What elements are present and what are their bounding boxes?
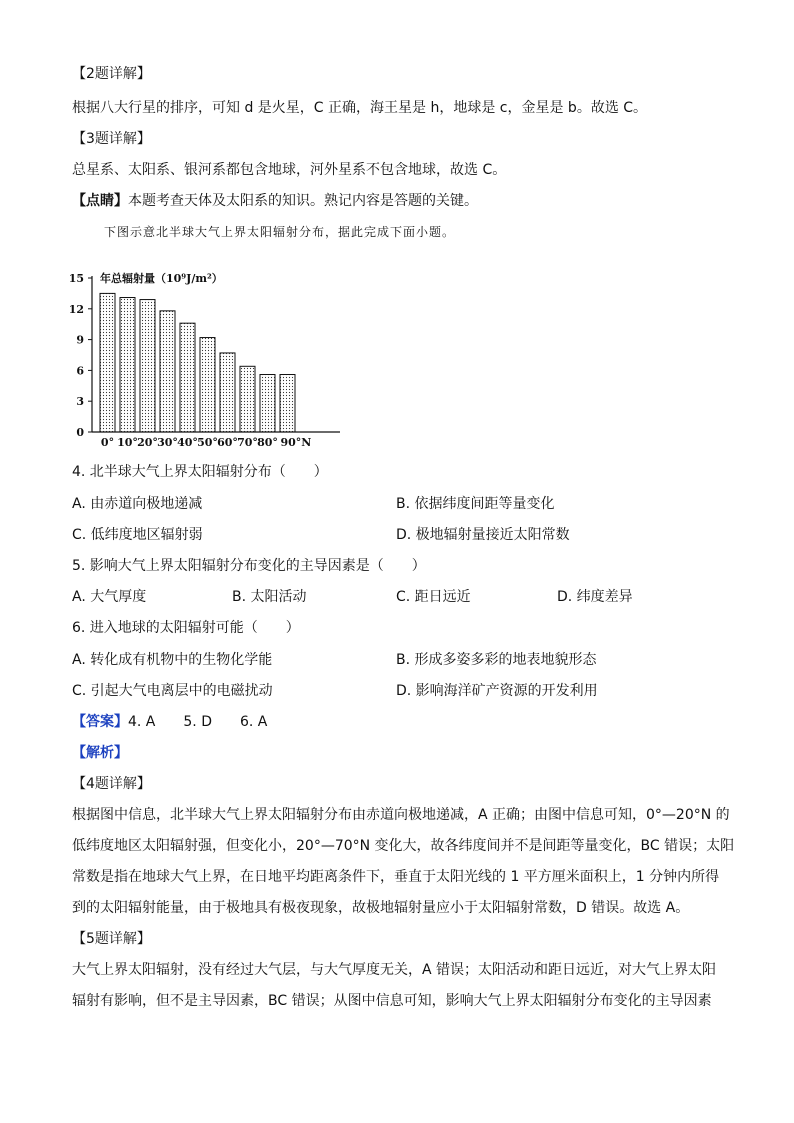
question-5-option-d: D. 纬度差异 <box>557 589 633 605</box>
tip-paragraph <box>72 191 724 211</box>
bar-8 <box>260 375 275 432</box>
x-tick-label-4: 40° <box>177 436 198 449</box>
bar-5 <box>200 338 215 432</box>
y-tick-label-3: 9 <box>76 333 84 347</box>
y-tick-label-1: 3 <box>76 395 84 409</box>
question-4-option-b: B. 依据纬度间距等量变化 <box>396 496 555 512</box>
bar-7 <box>240 366 255 432</box>
question-5-stem: 5. 影响大气上界太阳辐射分布变化的主导因素是（ ） <box>72 558 426 574</box>
x-tick-label-8: 80° <box>257 436 278 449</box>
x-tick-label-5: 50° <box>197 436 218 449</box>
x-tick-label-7: 70° <box>237 436 258 449</box>
analysis-label: 【解析】 <box>72 745 128 761</box>
q5-heading: 【5题详解】 <box>72 931 151 947</box>
q3-explanation: 总星系、太阳系、银河系都包含地球，河外星系不包含地球，故选 C。 <box>72 162 507 178</box>
bar-2 <box>140 300 155 432</box>
question-4-option-a: A. 由赤道向极地递减 <box>72 496 203 512</box>
question-4-stem: 4. 北半球大气上界太阳辐射分布（ ） <box>72 464 328 480</box>
bar-1 <box>120 298 135 432</box>
q2-heading: 【2题详解】 <box>72 66 151 82</box>
q4-line-1: 根据图中信息，北半球大气上界太阳辐射分布由赤道向极地递减，A 正确；由图中信息可知，0°—20°N 的 <box>72 807 730 823</box>
question-6-option-d: D. 影响海洋矿产资源的开发利用 <box>396 683 598 699</box>
question-4-option-d: D. 极地辐射量接近太阳常数 <box>396 527 570 543</box>
tip-text: 本题考查天体及太阳系的知识。熟记内容是答题的关键。 <box>128 193 478 209</box>
question-5-option-b: B. 太阳活动 <box>232 589 307 605</box>
tip-label: 【点睛】 <box>72 193 128 209</box>
bar-0 <box>100 293 115 432</box>
x-tick-label-0: 0° <box>100 436 115 449</box>
question-6-option-c: C. 引起大气电离层中的电磁扰动 <box>72 683 273 699</box>
x-tick-label-9: 90°N <box>280 436 312 449</box>
question-6-stem: 6. 进入地球的太阳辐射可能（ ） <box>72 620 300 636</box>
answer-label: 【答案】 <box>72 714 128 730</box>
q2-explanation: 根据八大行星的排序，可知 d 是火星，C 正确，海王星是 h，地球是 c，金星是 b。故选 C。 <box>72 100 648 116</box>
y-tick-label-4: 12 <box>68 302 84 316</box>
q5-line-2: 辐射有影响，但不是主导因素，BC 错误；从图中信息可知，影响大气上界太阳辐射分布变化的主导因素 <box>72 993 712 1009</box>
question-5-option-a: A. 大气厚度 <box>72 589 147 605</box>
bar-9 <box>280 375 295 432</box>
question-6-option-b: B. 形成多姿多彩的地表地貌形态 <box>396 652 597 668</box>
x-tick-label-3: 30° <box>157 436 178 449</box>
question-4-option-c: C. 低纬度地区辐射弱 <box>72 527 203 543</box>
answer-line <box>72 712 724 732</box>
q4-line-2: 低纬度地区太阳辐射强，但变化小，20°—70°N 变化大，故各纬度间并不是间距等量变化，BC 错误；太阳 <box>72 838 735 854</box>
y-tick-label-0: 0 <box>76 426 84 439</box>
radiation-bar-chart <box>60 262 360 452</box>
bar-3 <box>160 311 175 432</box>
q4-heading: 【4题详解】 <box>72 776 151 792</box>
chart-title: 年总辐射量（10⁹J/m²） <box>100 272 223 285</box>
q4-line-4: 到的太阳辐射能量，由于极地具有极夜现象，故极地辐射量应小于太阳辐射常数，D 错误。故选 A。 <box>72 900 690 916</box>
question-5-option-c: C. 距日远近 <box>396 589 471 605</box>
bar-6 <box>220 353 235 432</box>
x-tick-label-6: 60° <box>217 436 238 449</box>
answer-values: 4. A 5. D 6. A <box>128 714 268 730</box>
x-tick-label-1: 10° <box>117 436 138 449</box>
x-tick-label-2: 20° <box>137 436 158 449</box>
q5-line-1: 大气上界太阳辐射，没有经过大气层，与大气厚度无关，A 错误；太阳活动和距日远近，对大气上界太阳 <box>72 962 717 978</box>
q4-line-3: 常数是指在地球大气上界，在日地平均距离条件下，垂直于太阳光线的 1 平方厘米面积上，1 分钟内所得 <box>72 869 720 885</box>
figure-caption: 下图示意北半球大气上界太阳辐射分布，据此完成下面小题。 <box>104 225 456 239</box>
y-tick-label-5: 15 <box>68 272 84 285</box>
y-tick-label-2: 6 <box>76 364 84 378</box>
bar-4 <box>180 323 195 432</box>
q3-heading: 【3题详解】 <box>72 131 151 147</box>
question-6-option-a: A. 转化成有机物中的生物化学能 <box>72 652 273 668</box>
